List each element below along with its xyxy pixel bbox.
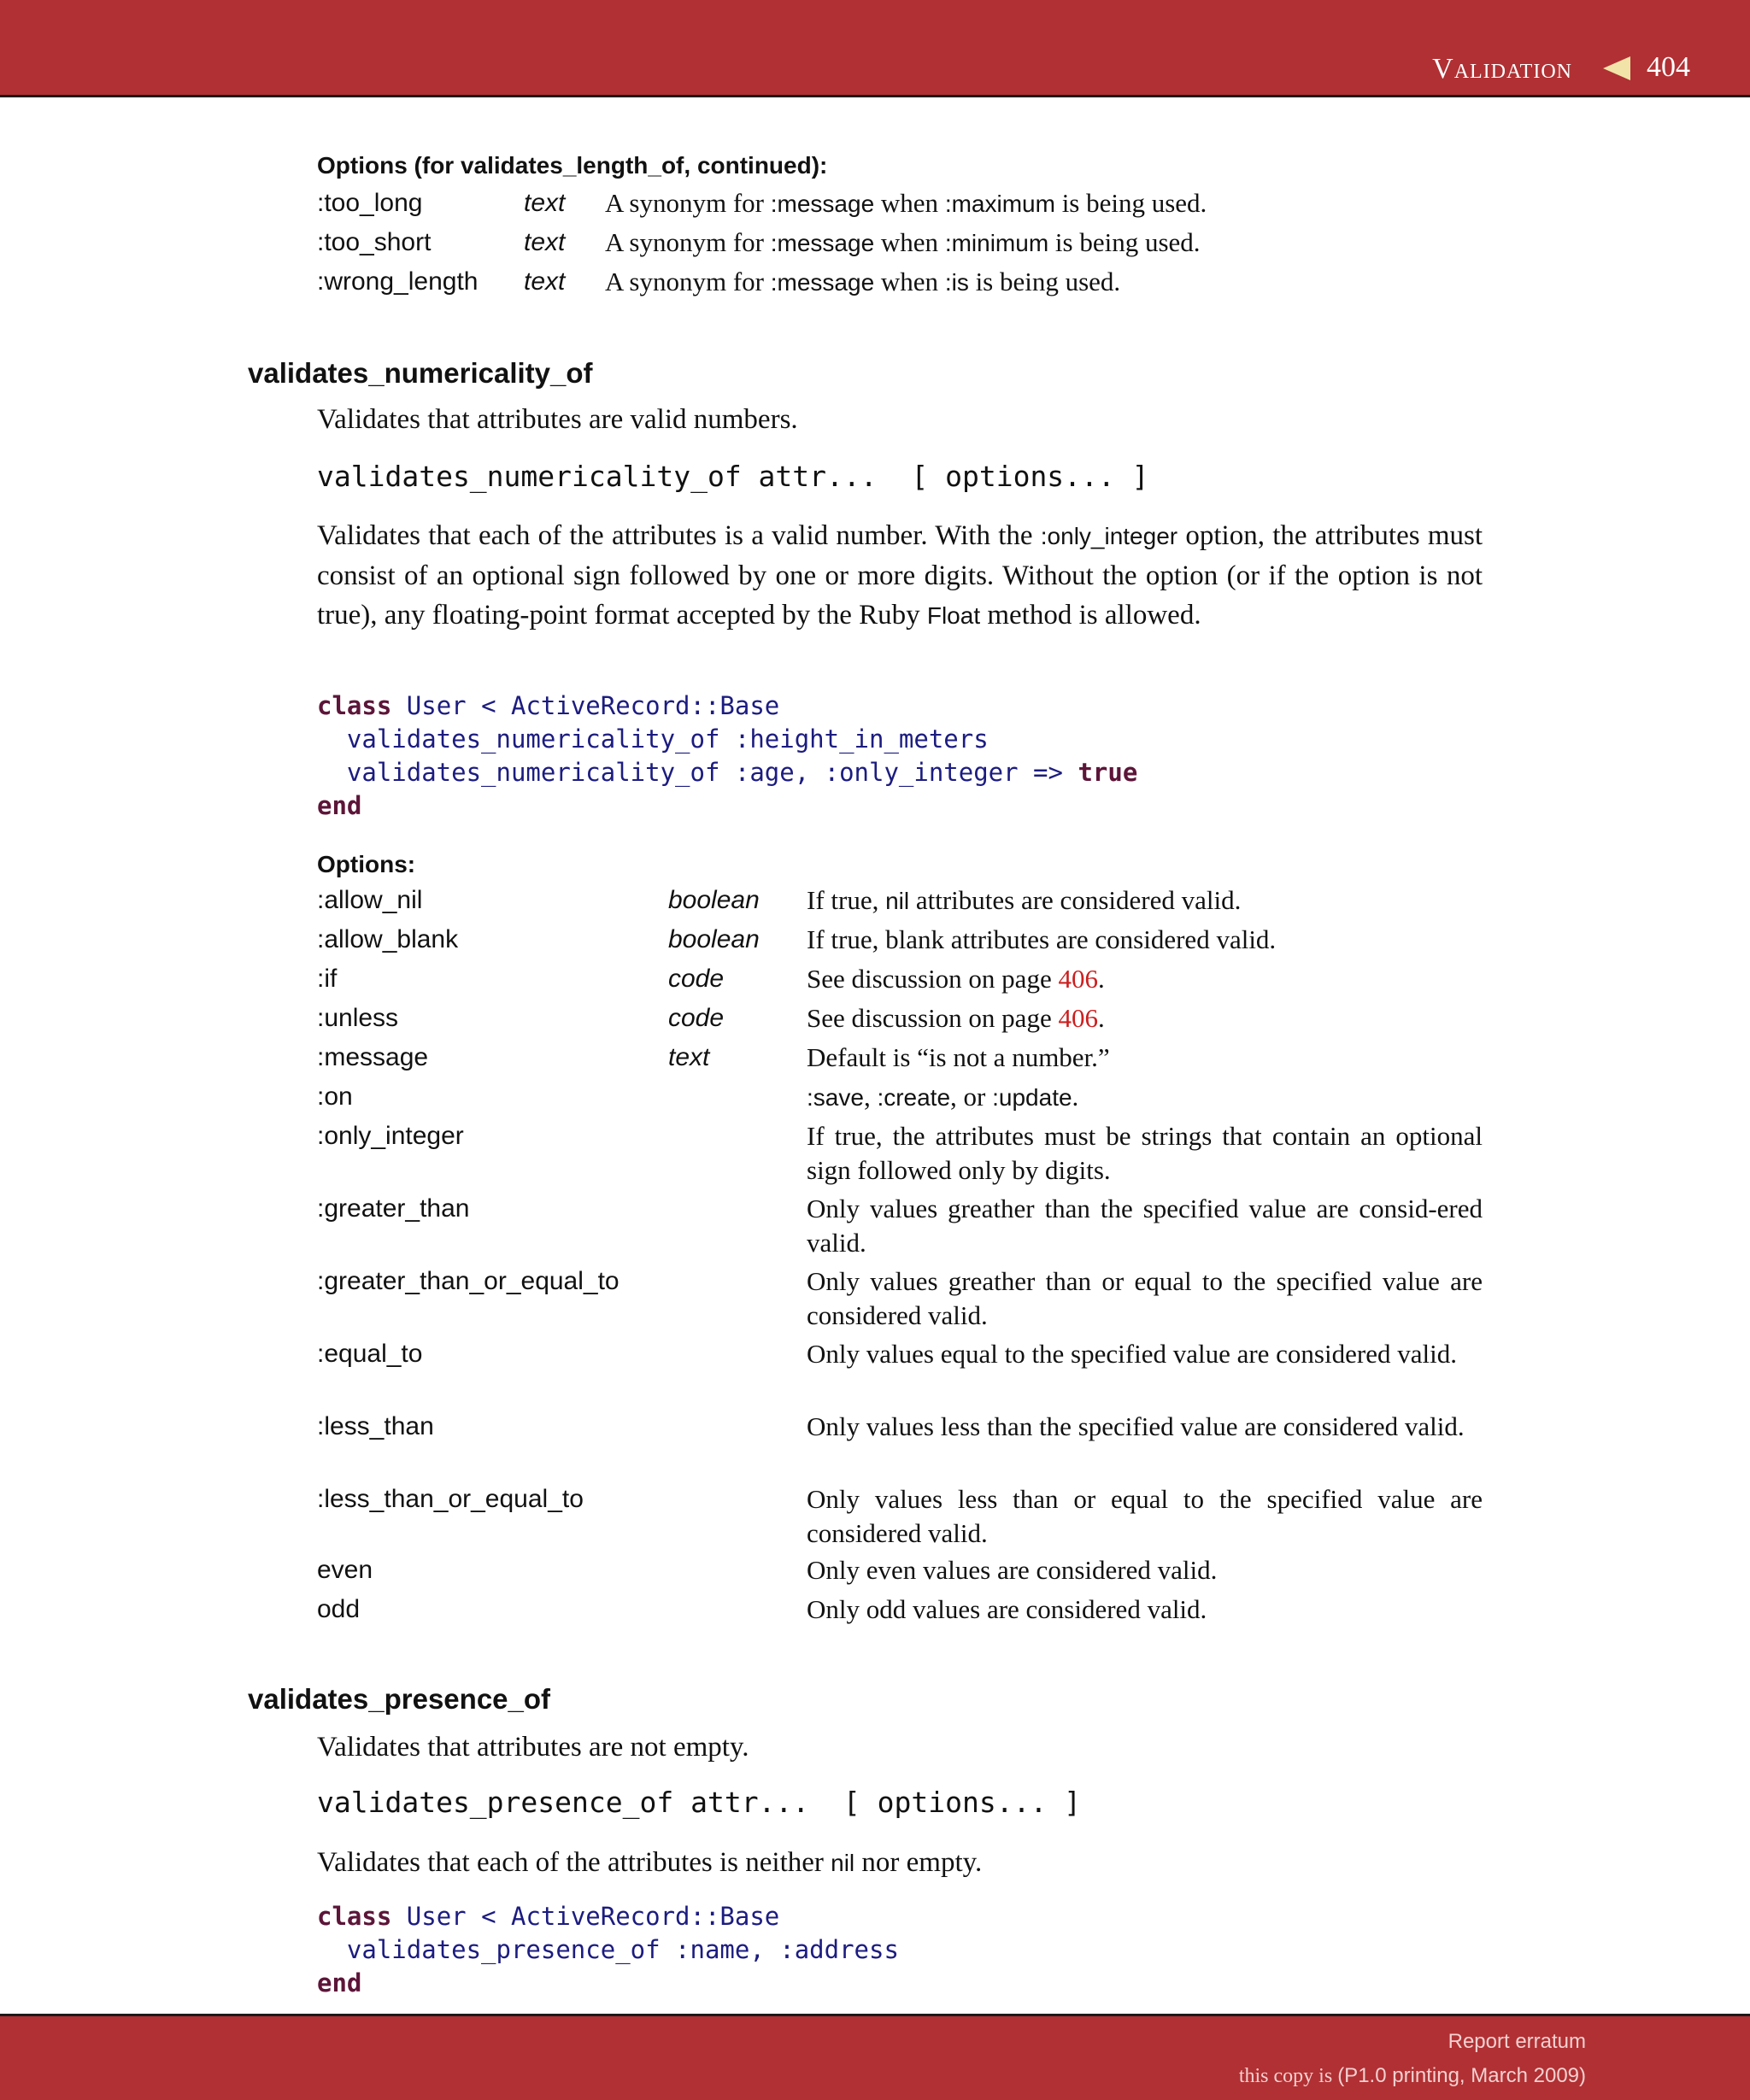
report-erratum-link[interactable]: Report erratum xyxy=(1448,2030,1586,2053)
option-description: A synonym for :message when :maximum is being used. xyxy=(605,188,1207,218)
option-description: A synonym for :message when :is is being used. xyxy=(605,267,1121,296)
option-name: :unless xyxy=(317,1004,399,1032)
presence-description: Validates that each of the attributes is neither nil nor empty. xyxy=(317,1847,983,1878)
option-name: :message xyxy=(317,1043,429,1071)
option-type: text xyxy=(524,189,566,217)
page-footer xyxy=(0,2014,1750,2100)
option-description: Only values greather than the specified value are consid-ered valid. xyxy=(807,1194,1483,1258)
option-description: Only values less than or equal to the specified value are considered valid. xyxy=(807,1484,1483,1548)
numericality-summary: Validates that attributes are valid numbers. xyxy=(317,404,798,435)
option-name: :if xyxy=(317,965,338,993)
option-name: :equal_to xyxy=(317,1340,423,1368)
section-title-presence: validates_presence_of xyxy=(248,1683,551,1715)
option-description: Default is “is not a number.” xyxy=(807,1042,1110,1072)
option-name: :too_long xyxy=(317,189,423,217)
option-name: :allow_nil xyxy=(317,886,423,914)
page-header xyxy=(0,0,1750,97)
option-name: :greater_than_or_equal_to xyxy=(317,1267,620,1295)
chapter-title: Validation xyxy=(1432,53,1572,85)
option-description: If true, blank attributes are considered valid. xyxy=(807,924,1277,954)
copy-info: this copy is (P1.0 printing, March 2009) xyxy=(1238,2064,1586,2087)
option-name: even xyxy=(317,1556,373,1584)
option-description: See discussion on page 406. xyxy=(807,964,1105,994)
length-options-heading: Options (for validates_length_of, continued): xyxy=(317,152,828,179)
numericality-code-example: class User < ActiveRecord::Base validates_numericality_of :height_in_meters validates_numericality_of :age, :only_integer => true end xyxy=(317,691,1138,820)
page-link[interactable]: 406 xyxy=(1058,1003,1098,1033)
option-description: See discussion on page 406. xyxy=(807,1003,1105,1033)
option-description: If true, nil attributes are considered valid. xyxy=(807,885,1242,915)
option-name: :less_than_or_equal_to xyxy=(317,1485,584,1513)
option-type: text xyxy=(668,1043,710,1071)
presence-code-example: class User < ActiveRecord::Base validates_presence_of :name, :address end xyxy=(317,1902,899,1997)
option-description: Only even values are considered valid. xyxy=(807,1555,1218,1585)
option-name: :allow_blank xyxy=(317,925,459,953)
back-arrow-icon[interactable] xyxy=(1603,56,1630,80)
section-title-numericality: validates_numericality_of xyxy=(248,357,593,389)
option-description: Only values greather than or equal to the specified value are considered valid. xyxy=(807,1266,1483,1330)
numericality-description: Validates that each of the attributes is a valid number. With the :only_integer option, the attributes must consist of an optional sign followed by one or more digits. Without the option (or if the option is not true), any floating-point format accepted by the Ruby Float method is allowed. xyxy=(317,520,1483,631)
option-type: code xyxy=(668,965,725,993)
option-name: :only_integer xyxy=(317,1122,464,1150)
option-name: :wrong_length xyxy=(317,267,479,296)
presence-signature: validates_presence_of attr... [ options... ] xyxy=(317,1786,1082,1819)
option-description: :save, :create, or :update. xyxy=(807,1082,1079,1112)
option-description: If true, the attributes must be strings that contain an optional sign followed only by digits. xyxy=(807,1121,1483,1185)
option-description: Only odd values are considered valid. xyxy=(807,1594,1207,1624)
numericality-options-heading: Options: xyxy=(317,851,416,877)
option-name: :greater_than xyxy=(317,1194,470,1223)
option-description: Only values less than the specified value are considered valid. xyxy=(807,1411,1465,1441)
option-name: :on xyxy=(317,1082,353,1111)
option-type: text xyxy=(524,267,566,296)
page-link[interactable]: 406 xyxy=(1058,964,1098,994)
numericality-signature: validates_numericality_of attr... [ options... ] xyxy=(317,460,1149,493)
option-name: :too_short xyxy=(317,228,432,256)
option-type: boolean xyxy=(668,886,760,914)
option-name: :less_than xyxy=(317,1412,434,1440)
option-type: boolean xyxy=(668,925,760,953)
page-number: 404 xyxy=(1647,51,1690,83)
option-description: Only values equal to the specified value are considered valid. xyxy=(807,1339,1457,1369)
option-type: text xyxy=(524,228,566,256)
option-type: code xyxy=(668,1004,725,1032)
option-description: A synonym for :message when :minimum is being used. xyxy=(605,227,1201,257)
option-name: odd xyxy=(317,1595,361,1623)
presence-summary: Validates that attributes are not empty. xyxy=(317,1732,749,1763)
